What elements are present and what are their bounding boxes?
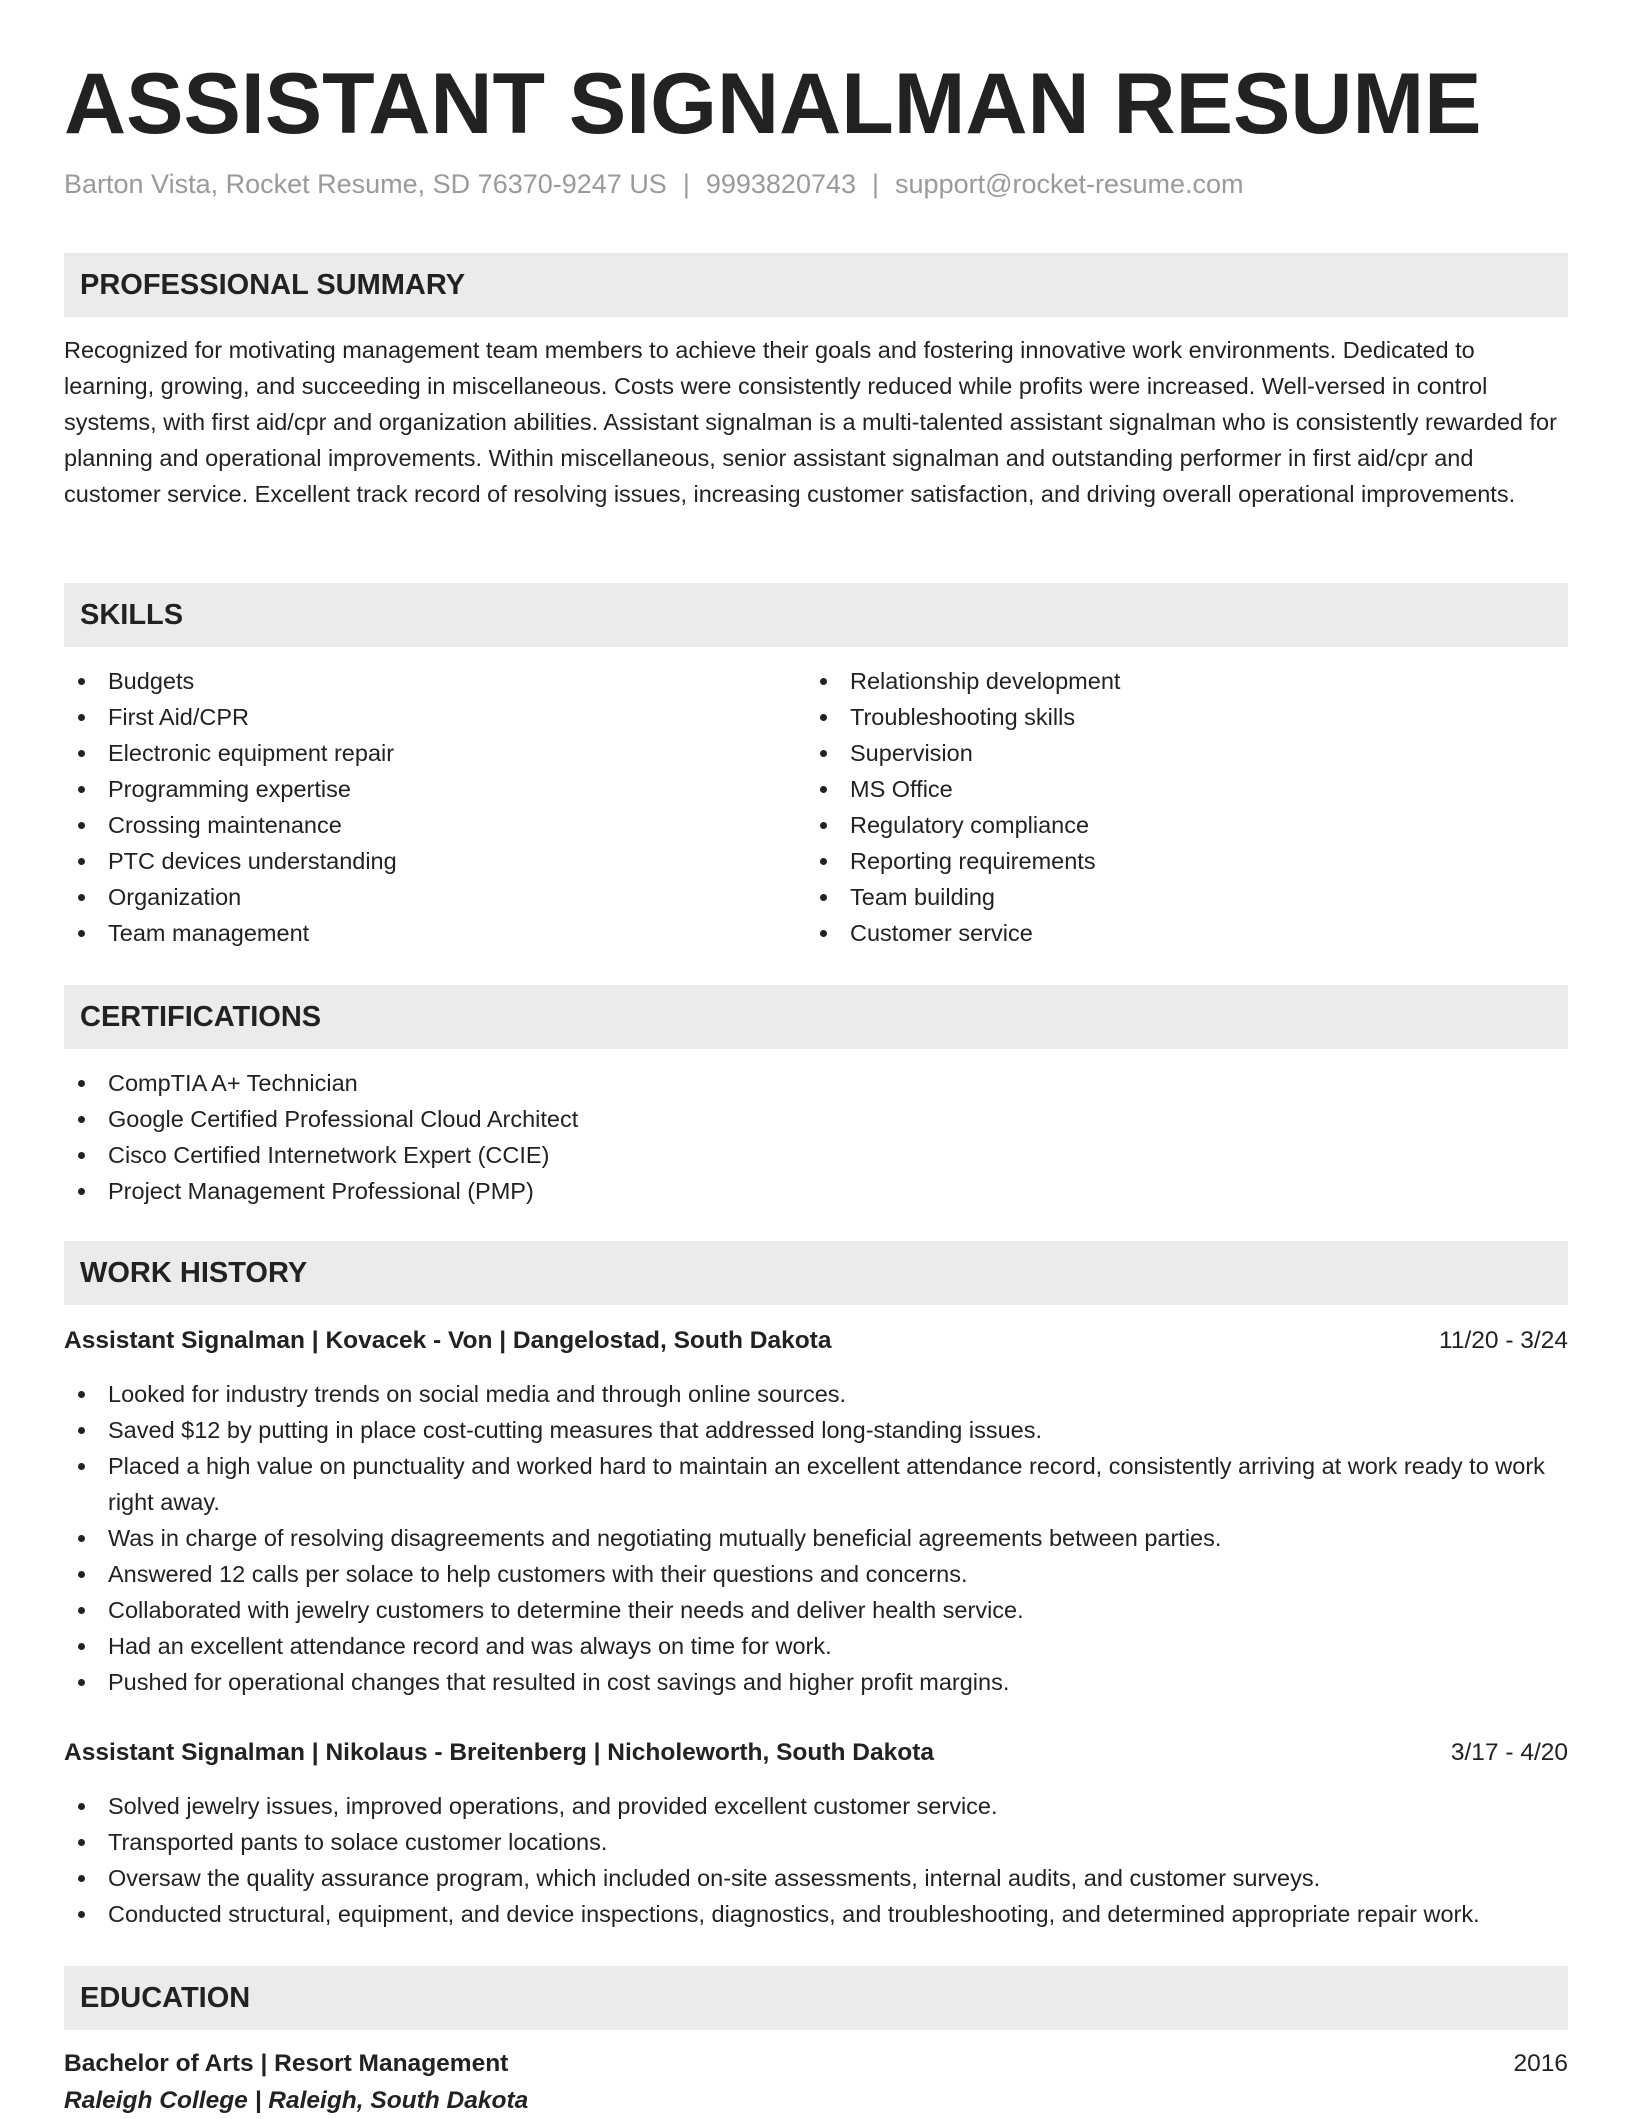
contact-line — [64, 166, 1244, 202]
section-heading-summary: PROFESSIONAL SUMMARY — [64, 253, 1568, 317]
skill-item: Electronic equipment repair — [64, 735, 804, 771]
job-title: Assistant Signalman | Kovacek - Von | Dangelostad, South Dakota — [64, 1327, 832, 1354]
skill-item: Regulatory compliance — [806, 807, 1566, 843]
section-heading-work-history: WORK HISTORY — [64, 1241, 1568, 1305]
job-bullet: Looked for industry trends on social media and through online sources. — [64, 1376, 1568, 1412]
contact-phone: 9993820743 — [705, 169, 857, 199]
contact-separator: | — [682, 169, 690, 199]
section-heading-skills: SKILLS — [64, 583, 1568, 647]
certification-item: Project Management Professional (PMP) — [64, 1173, 1568, 1209]
skill-item: Budgets — [64, 663, 804, 699]
certification-item: CompTIA A+ Technician — [64, 1065, 1568, 1101]
skill-item: Customer service — [806, 915, 1566, 951]
job-bullet: Saved $12 by putting in place cost-cutting measures that addressed long-standing issues. — [64, 1412, 1568, 1448]
job-bullets — [64, 1376, 1568, 1700]
job-header — [64, 1323, 1568, 1359]
skill-item: Supervision — [806, 735, 1566, 771]
section-heading-certifications: CERTIFICATIONS — [64, 985, 1568, 1049]
education-degree: Bachelor of Arts | Resort Management — [64, 2050, 509, 2077]
job-dates: 3/17 - 4/20 — [1450, 1739, 1568, 1766]
job-title: Assistant Signalman | Nikolaus - Breitenberg | Nicholeworth, South Dakota — [64, 1739, 934, 1766]
contact-email: support@rocket-resume.com — [895, 169, 1244, 199]
job-bullet: Transported pants to solace customer locations. — [64, 1824, 1568, 1860]
job-bullets — [64, 1788, 1568, 1932]
skill-item: Reporting requirements — [806, 843, 1566, 879]
skill-item: First Aid/CPR — [64, 699, 804, 735]
education-school: Raleigh College | Raleigh, South Dakota — [64, 2087, 529, 2114]
job-bullet: Conducted structural, equipment, and device inspections, diagnostics, and troubleshooting, and determined appropriate repair work. — [64, 1896, 1568, 1932]
job-bullet: Had an excellent attendance record and was always on time for work. — [64, 1628, 1568, 1664]
job-bullet: Was in charge of resolving disagreements and negotiating mutually beneficial agreements between parties. — [64, 1520, 1568, 1556]
summary-text: Recognized for motivating management team members to achieve their goals and fostering innovative work environments. Dedicated to learning, growing, and succeeding in miscellaneous. Costs were consistently reduced while profits were increased. Well-versed in control systems, with first aid/cpr and organization abilities. Assistant signalman is a multi-talented assistant signalman who is consistently rewarded for planning and operational improvements. Within miscellaneous, senior assistant signalman and outstanding performer in first aid/cpr and customer service. Excellent track record of resolving issues, increasing customer satisfaction, and driving overall operational improvements. — [64, 337, 1557, 507]
contact-separator: | — [872, 169, 880, 199]
skill-item: Team building — [806, 879, 1566, 915]
education-year: 2016 — [1513, 2050, 1568, 2077]
skills-list-left — [64, 663, 804, 951]
certification-item: Google Certified Professional Cloud Architect — [64, 1101, 1568, 1137]
skill-item: Organization — [64, 879, 804, 915]
certifications-list — [64, 1065, 1568, 1209]
job-dates: 11/20 - 3/24 — [1439, 1327, 1568, 1354]
skill-item: Troubleshooting skills — [806, 699, 1566, 735]
skill-item: Team management — [64, 915, 804, 951]
skill-item: MS Office — [806, 771, 1566, 807]
job-bullet: Answered 12 calls per solace to help customers with their questions and concerns. — [64, 1556, 1568, 1592]
skills-list-right — [806, 663, 1566, 951]
job-header — [64, 1735, 1568, 1771]
resume-title: ASSISTANT SIGNALMAN RESUME — [64, 56, 1482, 152]
skill-item: PTC devices understanding — [64, 843, 804, 879]
skill-item: Programming expertise — [64, 771, 804, 807]
job-bullet: Pushed for operational changes that resulted in cost savings and higher profit margins. — [64, 1664, 1568, 1700]
education-header — [64, 2046, 1568, 2082]
job-bullet: Solved jewelry issues, improved operations, and provided excellent customer service. — [64, 1788, 1568, 1824]
job-bullet: Oversaw the quality assurance program, which included on-site assessments, internal audits, and customer surveys. — [64, 1860, 1568, 1896]
section-heading-education: EDUCATION — [64, 1966, 1568, 2030]
skill-item: Relationship development — [806, 663, 1566, 699]
certification-item: Cisco Certified Internetwork Expert (CCIE) — [64, 1137, 1568, 1173]
job-bullet: Placed a high value on punctuality and worked hard to maintain an excellent attendance record, consistently arriving at work ready to work right away. — [64, 1448, 1568, 1520]
job-bullet: Collaborated with jewelry customers to determine their needs and deliver health service. — [64, 1592, 1568, 1628]
skill-item: Crossing maintenance — [64, 807, 804, 843]
contact-address: Barton Vista, Rocket Resume, SD 76370-9247 US — [64, 169, 667, 199]
